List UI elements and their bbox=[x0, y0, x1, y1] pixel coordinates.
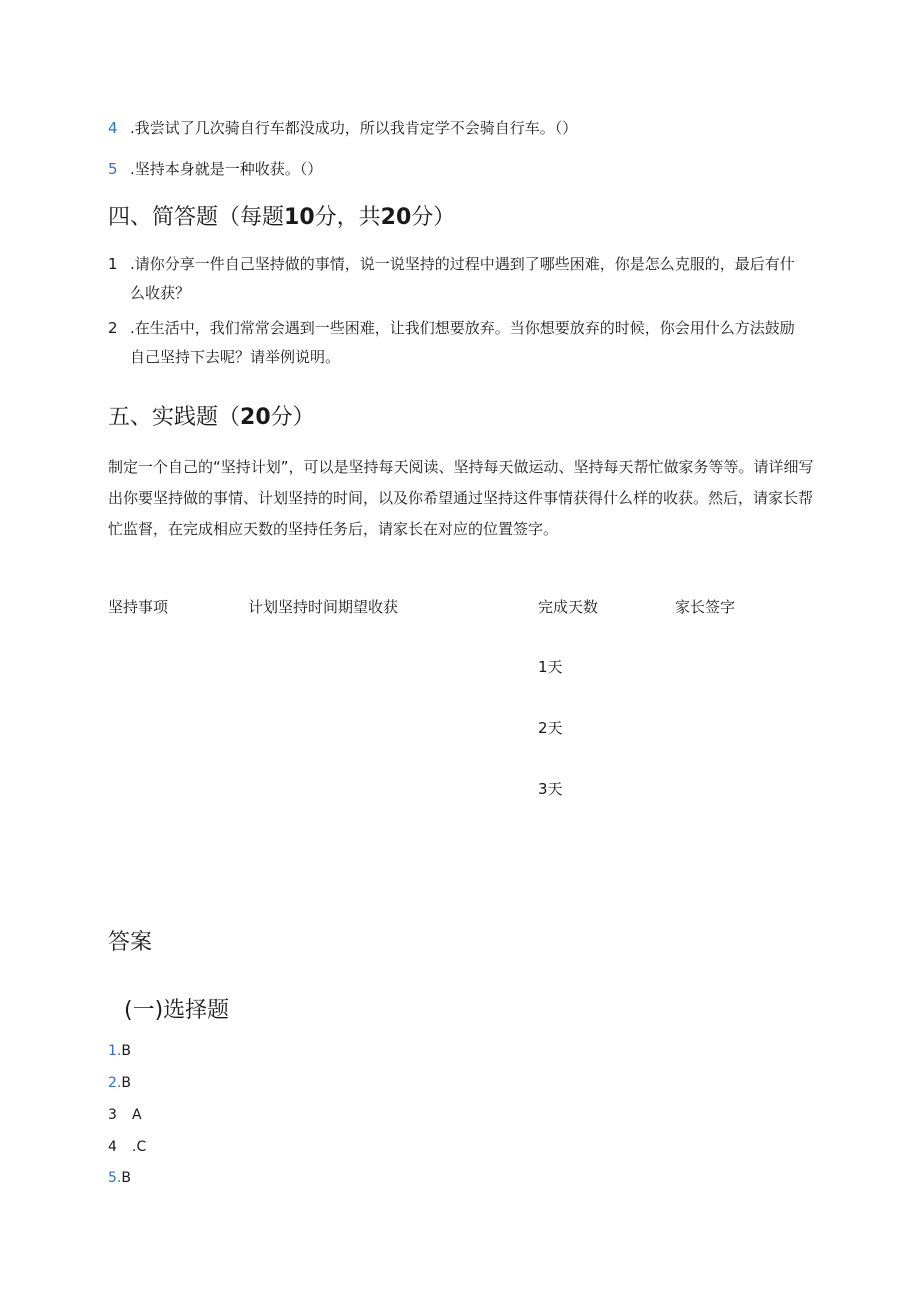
question-text: .在生活中，我们常常会遇到一些困难，让我们想要放弃。当你想要放弃的时候，你会用什么方法鼓励 bbox=[130, 319, 795, 337]
table-day-1: 1天 bbox=[538, 658, 563, 676]
answers-subheading: (一)选择题 bbox=[124, 998, 230, 1023]
section-4-heading bbox=[108, 204, 455, 232]
heading-number: 20 bbox=[380, 205, 412, 230]
heading-number: 20 bbox=[240, 405, 271, 430]
answer-number: 3 bbox=[108, 1107, 117, 1123]
heading-number: 10 bbox=[284, 205, 315, 230]
answer-5 bbox=[108, 1169, 131, 1187]
answer-3 bbox=[108, 1106, 142, 1124]
question-1 bbox=[108, 254, 795, 274]
item-text: .坚持本身就是一种收获。（） bbox=[130, 160, 323, 178]
section-5-heading bbox=[108, 404, 315, 432]
answer-letter: B bbox=[121, 1043, 131, 1059]
item-text: .我尝试了几次骑自行车都没成功，所以我肯定学不会骑自行车。（） bbox=[130, 119, 578, 137]
answer-letter: .C bbox=[132, 1139, 147, 1155]
answer-number: 2. bbox=[108, 1075, 122, 1091]
heading-text: 五、实践题（ bbox=[108, 405, 241, 430]
item-number: 4 bbox=[108, 119, 118, 137]
practice-instructions: 制定一个自己的“坚持计划”，可以是坚持每天阅读、坚持每天做运动、坚持每天帮忙做家务等等。请详细写出你要坚持做的事情、计划坚持的时间，以及你希望通过坚持这件事情获得什么样的收获。然后，请家长帮忙监督，在完成相应天数的坚持任务后，请家长在对应的位置签字。 bbox=[108, 458, 814, 538]
question-number: 1 bbox=[108, 255, 118, 273]
answer-number: 1. bbox=[108, 1043, 122, 1059]
question-2 bbox=[108, 318, 795, 338]
table-header-plan: 计划坚持时间期望收获 bbox=[248, 598, 399, 616]
table-header-signature: 家长签字 bbox=[675, 598, 736, 616]
answer-letter: B bbox=[121, 1075, 131, 1091]
answer-2 bbox=[108, 1074, 131, 1092]
table-header-days: 完成天数 bbox=[538, 598, 599, 616]
item-number: 5 bbox=[108, 160, 118, 178]
heading-text: 分，共 bbox=[314, 205, 381, 230]
table-day-3: 3天 bbox=[538, 780, 563, 798]
heading-text: 四、简答题（每题 bbox=[108, 205, 285, 230]
heading-text: 分） bbox=[411, 205, 456, 230]
table-header-item: 坚持事项 bbox=[108, 598, 169, 616]
answer-4 bbox=[108, 1138, 146, 1156]
answer-number: 4 bbox=[108, 1139, 117, 1155]
question-1-continuation: 么收获？ bbox=[130, 284, 191, 302]
answers-heading: 答案 bbox=[108, 930, 153, 955]
answer-letter: B bbox=[121, 1170, 131, 1186]
answer-1 bbox=[108, 1042, 131, 1060]
question-2-continuation: 自己坚持下去呢？请举例说明。 bbox=[130, 348, 341, 366]
answer-letter: A bbox=[132, 1107, 142, 1123]
question-number: 2 bbox=[108, 319, 118, 337]
table-day-2: 2天 bbox=[538, 719, 563, 737]
heading-text: 分） bbox=[270, 405, 315, 430]
answer-number: 5. bbox=[108, 1170, 122, 1186]
judgement-item-4 bbox=[108, 118, 577, 138]
question-text: .请你分享一件自己坚持做的事情，说一说坚持的过程中遇到了哪些困难，你是怎么克服的，最后有什 bbox=[130, 255, 795, 273]
judgement-item-5 bbox=[108, 159, 322, 179]
